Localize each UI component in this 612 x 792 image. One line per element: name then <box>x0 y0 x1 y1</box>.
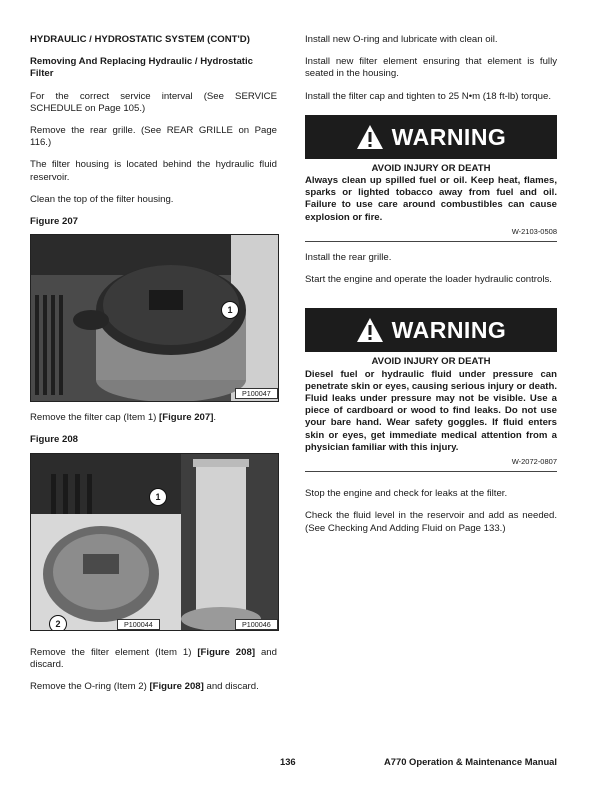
subsection-heading: Removing And Replacing Hydraulic / Hydrostatic Filter <box>30 56 254 80</box>
figure-208-photo <box>30 453 279 631</box>
photo-code-right: P100046 <box>235 619 278 630</box>
item-1-callout: 1 <box>221 301 239 319</box>
figure-208-label: Figure 208 <box>30 434 78 446</box>
warning-subtitle: AVOID INJURY OR DEATH <box>371 356 491 368</box>
service-interval-paragraph: For the correct service interval (See SERVICE SCHEDULE on Page 105.) <box>30 90 277 114</box>
warning-code: W-2072-0807 <box>511 457 557 467</box>
figure-207-photo <box>30 234 279 402</box>
check-fluid-paragraph: Check the fluid level in the reservoir and add as needed. (See Checking And Adding Fluid on Page 133.) <box>305 510 557 534</box>
warning-divider <box>305 241 557 242</box>
figure-207-label: Figure 207 <box>30 216 78 228</box>
warning-divider <box>305 471 557 472</box>
warning-subtitle: AVOID INJURY OR DEATH <box>371 162 491 174</box>
warning-text: Always clean up spilled fuel or oil. Keep heat, flames, sparks or lighted tobacco away from fuel and oil. Failure to use care around combustibles can cause explosion or fire. <box>305 175 557 223</box>
photo-code-left: P100044 <box>117 619 160 630</box>
warning-banner <box>305 115 557 159</box>
page-footer <box>30 756 557 770</box>
remove-cap-paragraph: Remove the filter cap (Item 1) [Figure 207]. <box>30 412 217 424</box>
page-number: 136 <box>280 756 296 767</box>
remove-oring-paragraph: Remove the O-ring (Item 2) [Figure 208] and discard. <box>30 681 259 693</box>
right-column <box>305 34 557 535</box>
warning-box-2 <box>305 308 557 472</box>
install-cap-paragraph: Install the filter cap and tighten to 25 N•m (18 ft-lb) torque. <box>305 90 551 102</box>
figure-ref: [Figure 208] <box>149 681 204 693</box>
remove-grille-paragraph: Remove the rear grille. (See REAR GRILLE on Page 116.) <box>30 125 277 149</box>
start-engine-paragraph: Start the engine and operate the loader hydraulic controls. <box>305 274 552 286</box>
left-column <box>30 34 277 693</box>
check-leaks-paragraph: Stop the engine and check for leaks at the filter. <box>305 488 508 500</box>
warning-triangle-icon <box>356 124 384 150</box>
item-1-callout: 1 <box>149 488 167 506</box>
filter-cap-photo-graphic <box>31 235 278 401</box>
install-element-paragraph: Install new filter element ensuring that element is fully seated in the housing. <box>305 56 557 80</box>
install-grille-paragraph: Install the rear grille. <box>305 252 392 264</box>
item-2-callout: 2 <box>49 615 67 631</box>
manual-title: A770 Operation & Maintenance Manual <box>384 756 557 767</box>
warning-banner <box>305 308 557 352</box>
warning-box-1 <box>305 115 557 242</box>
filter-location-paragraph: The filter housing is located behind the hydraulic fluid reservoir. <box>30 159 277 183</box>
filter-element-photo-graphic <box>31 454 278 630</box>
figure-ref: [Figure 207] <box>159 412 214 424</box>
clean-housing-paragraph: Clean the top of the filter housing. <box>30 193 174 205</box>
install-oring-paragraph: Install new O-ring and lubricate with clean oil. <box>305 34 498 45</box>
warning-title: WARNING <box>391 123 507 150</box>
photo-code: P100047 <box>235 388 278 399</box>
warning-text: Diesel fuel or hydraulic fluid under pressure can penetrate skin or eyes, causing serious injury or death. Fluid leaks under pressure may not be visible. Use a piece of cardboard or wood to find leaks. Do not use your bare hand. Wear safety goggles. If fluid enters skin or eyes, get immediate medical attention from a physician familiar with this injury. <box>305 368 557 453</box>
warning-title: WARNING <box>391 317 507 344</box>
remove-element-paragraph: Remove the filter element (Item 1) [Figure 208] and discard. <box>30 646 277 670</box>
figure-ref: [Figure 208] <box>197 646 256 658</box>
warning-code: W-2103-0508 <box>511 226 557 236</box>
warning-triangle-icon <box>356 317 384 343</box>
section-heading: HYDRAULIC / HYDROSTATIC SYSTEM (CONT'D) <box>30 34 250 45</box>
